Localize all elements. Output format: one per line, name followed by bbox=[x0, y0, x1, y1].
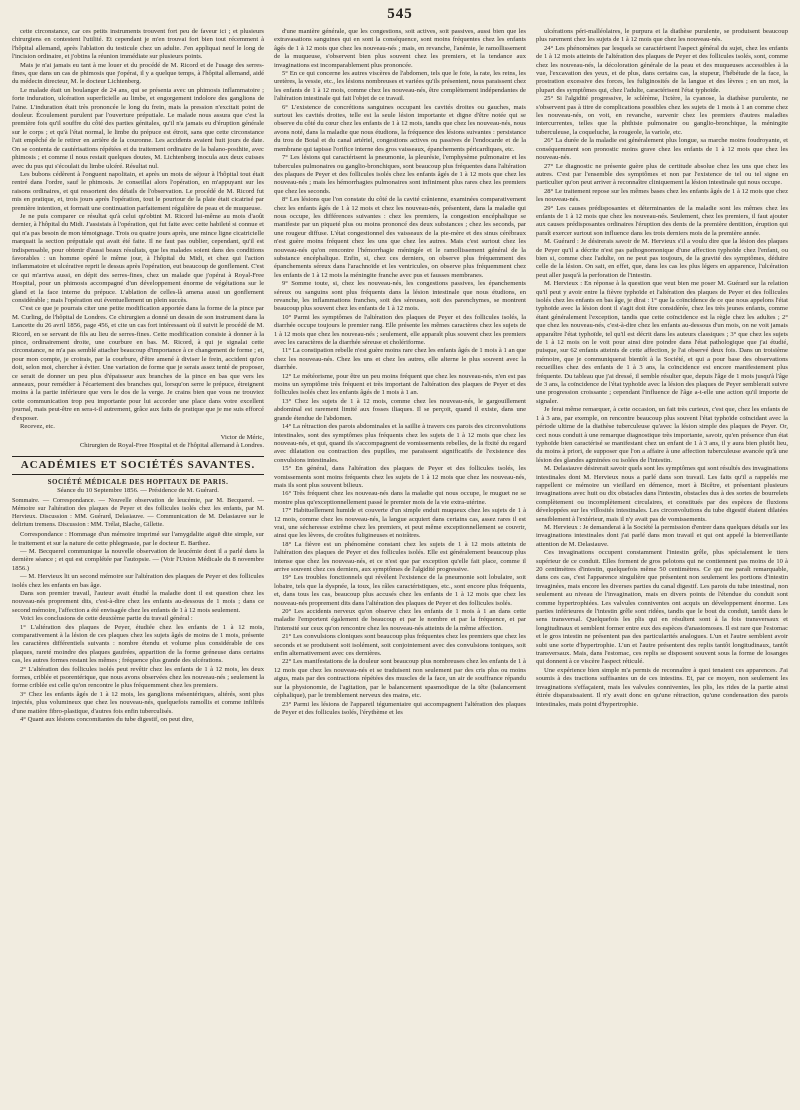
paragraph: 21° Les convulsions cloniques sont beaucoup plus fréquentes chez les premiers que chez les seconds et se produisent soit isolément, soit conjointement avec des convulsions toniques, soit enfin alternativement avec ces dernières. bbox=[274, 633, 526, 658]
paragraph: 3° Chez les enfants âgés de 1 à 12 mois, les ganglions mésentériques, altérés, sont plus injectés, plus volumineux que chez les nouveau-nés, quelquefois ramollis et comme infiltrés d'une matière fibro-plastique, d'autres fois enfin tuberculisés. bbox=[12, 690, 264, 715]
paragraph: 28° Le traitement repose sur les mêmes bases chez les enfants âgés de 1 à 12 mois que chez les nouveau-nés. bbox=[536, 187, 788, 204]
society-session: Séance du 10 Septembre 1856. — Présidence de M. Guérard. bbox=[57, 486, 219, 494]
paragraph: Correspondance : Hommage d'un mémoire imprimé sur l'amygdalite aiguë dite simple, sur le traitement et sur la nature de cette phlegmasie, par le docteur E. Barthez. bbox=[12, 531, 264, 547]
paragraph: 4° Quant aux lésions concomitantes du tube digestif, on peut dire, bbox=[20, 716, 194, 724]
paragraph: — M. Hervieux lit un second mémoire sur l'altération des plaques de Peyer et des follicules isolés chez les enfants en bas âge. bbox=[12, 573, 264, 589]
paragraph: 12° Le météorisme, pour être un peu moins fréquent que chez les nouveau-nés, n'en est pas moins un symptôme très fréquent et très important de l'altération des plaques de Peyer et des follicules isolés chez les enfants âgés de 1 mois à 1 an. bbox=[274, 372, 526, 397]
paragraph: 27° Le diagnostic ne présente guère plus de certitude absolue chez les uns que chez les autres. C'est par l'ensemble des symptômes et non par l'existence de tel ou tel signe en particulier qu'on peut arriver à reconnaître cliniquement la lésion intestinale qui nous occupe. bbox=[536, 162, 788, 187]
column-1-proceedings bbox=[12, 531, 264, 724]
paragraph: 13° Chez les sujets de 1 à 12 mois, comme chez les nouveau-nés, le gargouillement abdominal est rarement limité aux fosses iliaques. Il se perçoit, quand il existe, dans une grande étendue de l'abdomen. bbox=[274, 397, 526, 422]
paragraph: d'une manière générale, que les congestions, soit actives, soit passives, aussi bien que les extravasations sanguines qui en sont la conséquence, sont moins fréquentes chez les enfants âgés de 1 à 12 mois que chez les nouveau-nés ; mais, en revanche, l'anémie, le ramollissement de la muqueuse, s'observent bien plus souvent chez les premiers, et la tendance aux invaginations est incomparablement plus prononcée. bbox=[274, 28, 526, 69]
column-1-body bbox=[12, 28, 264, 432]
paragraph: Les bubons cédèrent à l'onguent napolitain, et après un mois de séjour à l'hôpital tout était rentré dans l'ordre, sauf le phimosis. Je conseillai alors l'opération, en m'appuyant sur les raisons ordinaires, et qui ressortent des détails de l'observation. Le procédé de M. Ricord fut mis en pratique, et, trois jours après l'opération, tout le pourtour de la plaie était cicatrisé par première intention, et formait une continuation parfaitement régulière de peau et de muqueuse. bbox=[12, 170, 264, 212]
paragraph: M. Guérard : Je désirerais savoir de M. Hervieux s'il a voulu dire que la lésion des plaques de Peyer qu'il a décrite n'est pas pathognomonique d'une affection typhoïde chez l'enfant, ou bien si, comme chez l'adulte, on ne peut pas toujours, de la gravité des symptômes, déduire celle de la lésion. On sait, en effet, que, dans les cas les plus légers en apparence, l'ulcération peut aller jusqu'à la perforation de l'intestin. bbox=[536, 238, 788, 279]
paragraph: 20° Les accidents nerveux qu'on observe chez les enfants de 1 mois à 1 an dans cette maladie l'emportent également de beaucoup et par le nombre et par la fréquence, et par l'intensité sur ceux qu'on rencontre chez les nouveau-nés atteints de la même affection. bbox=[274, 608, 526, 632]
paragraph: Ces invaginations occupent constamment l'intestin grêle, plus spécialement le tiers supérieur de ce conduit. Elles forment de gros pelotons qui ne contiennent pas moins de 10 à 20 centimètres d'intestin, quelquefois même 50 centimètres. Ce qui me paraît remarquable, dans ces cas, c'est l'apparence singulière que présentent non seulement les portions d'intestin invaginées, mais encore les diverses parties du canal digestif. Les parois du tube intestinal, non seulement au niveau de l'invagination, mais en divers points de l'étendue du conduit sont comme hypertrophiées. Les valvules conniventes ont acquis un développement énorme. Les parties inférieures de l'intestin grêle sont ridées, tandis que le bout du conduit, tantôt dans le sens transversal. Quelquefois les plis qui en résultent sont à la fois transversaux et longitudinaux et semblent former entre eux des espèces d'anastomoses. Il est rare que l'estomac et le gros intestin ne présentent pas des particularités analogues. L'un et l'autre semblent avoir subi une sorte d'hypertrophie. L'un et l'autre présentent des replis tantôt longitudinaux, tantôt transversaux. Mais, dans l'estomac, ces replis se disposent souvent sous la forme de losanges qui donnent à ce viscère l'aspect réticulé. bbox=[536, 549, 788, 666]
signature-name: Victor de Méric, bbox=[220, 433, 264, 441]
paragraph: 10° Parmi les symptômes de l'altération des plaques de Peyer et des follicules isolés, la diarrhée occupe toujours le premier rang. Elle présente les mêmes caractères chez les sujets de 1 à 12 mois que chez les nouveau-nés ; seulement, elle apparaît plus souvent chez les premiers avec les caractères de la diarrhée séreuse et cholériforme. bbox=[274, 313, 526, 347]
paragraph: Mais je n'ai jamais eu tant à me louer et du procédé de M. Ricord et de l'usage des serres-fines, que dans un cas de phimosis que j'opérai, il y a quelque temps, à l'hôpital allemand, aidé du médecin directeur, M. le docteur Lichtenberg. bbox=[12, 61, 264, 86]
paragraph: 5° En ce qui concerne les autres viscères de l'abdomen, tels que le foie, la rate, les reins, les uretères, la vessie, etc., les lésions nombreuses et variées qu'ils présentent, nous paraissent chez les enfants de 1 à 12 mois, comme chez les nouveau-nés, être complètement indépendantes de l'altération intestinale qui fait l'objet de ce travail. bbox=[274, 70, 526, 103]
paragraph: 23° Parmi les lésions de l'appareil tégumentaire qui accompagnent l'altération des plaques de Peyer et des follicules isolés, l'érythème et les bbox=[274, 700, 526, 716]
paragraph: — M. Becquerel communique la nouvelle observation de leucémie dont il a parlé dans la dernière séance ; et qui est complétée par l'autopsie. — (Voir l'Union Médicale du 8 novembre 1856.) bbox=[12, 547, 264, 572]
paragraph: 25° Si l'algidité progressive, le sclérème, l'ictère, la cyanose, la diathèse purulente, ne s'observent pas à titre de complications possibles chez les sujets de 1 mois à 1 an comme chez les nouveau-nés, on voit, en revanche, survenir chez les premiers d'autres maladies intercurrentes, telles que la phthisie pulmonaire ou ganglio-bronchique, la méningite tuberculeuse, la coqueluche, la rougeole, la variole, etc. bbox=[536, 95, 788, 136]
paragraph: 8° Les lésions que l'on constate du côté de la cavité crânienne, examinées comparativement chez les enfants âgés de 1 à 12 mois et chez les nouveau-nés, présentent, dans la maladie qui nous occupe, les différences suivantes : chez les premiers, la congestion encéphalique se manifeste par un piqueté plus ou moins prononcé des deux substances ; chez les seconds, par une rougeur diffuse. L'état congestionnel des vaisseaux de la pie-mère et des sinus cérébraux n'est guère moins fréquent chez les uns que chez les autres. Mais c'est surtout chez les nouveau-nés qu'on rencontre l'hémorrhagie méningée et le ramollissement général de la substance encéphalique. Enfin, si, chez ces derniers, on observe plus fréquemment des épanchements séreux dans l'arachnoïde et les ventricules, on observe plus fréquemment chez les enfants de 1 à 12 mois la méningite franche avec pus et fausses membranes. bbox=[274, 196, 526, 279]
paragraph: 15° En général, dans l'altération des plaques de Peyer et des follicules isolés, les vomissements sont moins fréquents chez les sujets de 1 à 12 mois que chez les nouveau-nés, mais ils sont plus souvent bilieux. bbox=[274, 465, 526, 489]
paragraph: 22° Les manifestations de la douleur sont beaucoup plus nombreuses chez les enfants de 1 à 12 mois que chez les nouveau-nés et se traduisent non seulement par des cris plus ou moins aigus, mais par des contractions répétées des muscles de la face, un air de souffrance répandu sur la physionomie, de l'agitation, par le balancement spasmodique de la tête (balancement céphalique), par le tremblement nerveux des mains, etc. bbox=[274, 658, 526, 700]
paragraph: 17° Habituellement humide et couverte d'un simple enduit muqueux chez les sujets de 1 à 12 mois, comme chez les nouveau-nés, la langue acquiert dans certains cas, assez rares il est vrai, une sécheresse extrême chez les premiers, et peut même exceptionnellement se couvrir, ainsi que les lèvres, de croûtes fuligineuses et noirâtres. bbox=[274, 507, 526, 540]
section-heading: ACADÉMIES ET SOCIÉTÉS SAVANTES. bbox=[12, 456, 264, 475]
paragraph: 19° Les troubles fonctionnels qui révèlent l'existence de la pneumonie soit lobulaire, soit lobaire, tels que la dyspnée, la toux, les râles caractéristiques, etc., sont encore plus fréquents, et, dans tous les cas, beaucoup plus accusés chez les enfants de 1 à 12 mois que chez les nouveau-nés proprement dits dans l'altération des plaques de Peyer et des follicules isolés. bbox=[274, 574, 526, 607]
paragraph: M. Hervieux : Je demanderai à la Société la permission d'entrer dans quelques détails sur les invaginations intestinales dont j'ai parlé dans mon travail et qui ont appelé la bienveillante attention de M. Delasiauve. bbox=[536, 523, 788, 548]
column-1 bbox=[12, 28, 264, 1104]
paragraph: ulcérations péri-malléolaires, le purpura et la diathèse purulente, se produisent beaucoup plus rarement chez les sujets de 1 à 12 mois que chez les nouveau-nés. bbox=[536, 28, 788, 44]
paragraph: 26° La durée de la maladie est généralement plus longue, sa marche moins foudroyante, et conséquemment son pronostic moins grave chez les enfants de 1 à 12 mois que chez les nouveau-nés. bbox=[536, 137, 788, 162]
column-3 bbox=[536, 28, 788, 1104]
paragraph: 14° La rétraction des parois abdominales et la saillie à travers ces parois des circonvolutions intestinales, sont des symptômes plus fréquents chez les sujets de 1 à 12 mois que chez les nouveau-nés, et qui, quand ils s'accompagnent de vomissements rebelles, de la fixité du regard avec dilatation ou contraction des pupilles, me paraissent significatifs de l'existence des convulsions intestinales. bbox=[274, 423, 526, 464]
session-summary: Sommaire. — Correspondance. — Nouvelle observation de leucémie, par M. Becquerel. — Mémoire sur l'altération des plaques de Peyer et des follicules isolés chez les enfants, par M. Hervieux. Discussion : MM. Guérard, Delasiauve. — Communication de M. Delasiauve sur le delirium tremens. Discussion : MM. Trélat, Blache, Gillette. bbox=[12, 497, 264, 529]
paragraph: 29° Les causes prédisposantes et déterminantes de la maladie sont les mêmes chez les enfants de 1 à 12 mois que chez les nouveau-nés. Seulement, chez les premiers, il faut ajouter aux causes prédisposantes ordinaires l'éruption des dents de la première dentition, éruption qui paraît exercer surtout son influence dans les trois derniers mois de la première année. bbox=[536, 204, 788, 237]
paragraph: M. Hervieux : En réponse à la question que veut bien me poser M. Guérard sur la relation qu'il peut y avoir entre la fièvre typhoïde et l'altération des plaques de Peyer et des follicules isolés chez les enfants en bas âge, je dirai : 1° que la coïncidence de ce que nous appelons l'état typhoïde avec la lésion dont il s'agit doit être considérée, chez les très jeunes enfants, comme étant généralement l'exception, tandis que cette coïncidence est la règle chez les adultes ; 2° que chez les nouveau-nés, c'est-à-dire chez les enfants au-dessous d'un mois, on ne voit jamais apparaître l'état typhoïde, tel qu'il est décrit dans les auteurs classiques ; 3° que chez les sujets de 1 à 12 mois on le voit pour ainsi dire poindre dans l'état pathologique que j'ai étudié, puisque, sur 62 enfants atteints de cette affection, je l'ai observé deux fois. Dans un troisième mémoire, que je communiquerai bientôt à la Société, et qui a pour base des observations recueillies chez des enfants de 1 à 3 ans, la coïncidence est encore manifestement plus fréquente. Du tableau que j'ai dressé, il semble résulter que, depuis l'âge de 1 mois jusqu'à l'âge de 3 ans, la coïncidence de l'état typhoïde avec la lésion des plaques de Peyer semblerait suivre une progression croissante ; cependant l'influence de l'âge a-t-elle une action qu'il importe de signaler. bbox=[536, 280, 788, 405]
paragraph: 2° L'altération des follicules isolés peut revêtir chez les enfants de 1 à 12 mois, les deux formes, criblée et psorentérique, que nous avons observées chez les nouveau-nés ; seulement la forme criblée est celle qu'on rencontre le plus fréquemment chez les premiers. bbox=[12, 665, 264, 690]
paragraph: 24° Les phénomènes par lesquels se caractérisent l'aspect général du sujet, chez les enfants de 1 à 12 mois atteints de l'altération des plaques de Peyer et des follicules isolés, sont, comme chez les nouveau-nés, la décoloration générale de la peau et des muqueuses accessibles à la vue, l'excavation des yeux, et de plus, dans certains cas, la stupeur, l'hébétude de la face, la prostration excessive des forces, les fuliginosités de la langue et des lèvres ; en un mot, la plupart des symptômes qui, chez l'adulte, caractérisent l'état typhoïde. bbox=[536, 44, 788, 94]
page-number: 545 bbox=[387, 6, 413, 22]
column-2 bbox=[274, 28, 526, 1104]
paragraph: Le malade était un boulanger de 24 ans, qui se présenta avec un phimosis inflammatoire ; forte induration, ulcération superficielle au limbe, et engorgement indolore des ganglions de l'aine. L'induration était très prononcée le long du frein, mais la pression n'excitait point de douleur. Écoulement purulent par l'ouverture préputiale. Le malade nous assura que c'est la première fois qu'il souffre du côté des parties génitales, qu'il n'a jamais eu d'éruption générale sur le corps ; et qu'à l'état normal, le limbe du prépuce est étroit, sans que cette circonstance l'ait empêché de le retirer en arrière de la couronne. Les accidents avaient huit jours de date. On se contenta de cautérisations répétées et du traitement ordinaire de la balano-posthite, avec phimosis ; et comme il nous restait quelques doutes, M. Lichtenberg inocula aux deux cuisses avec du pus qui s'écoulait du limbe ulcéré. Résultat nul. bbox=[12, 86, 264, 170]
paragraph: M. Delasiauve désirerait savoir quels sont les symptômes qui sont résultés des invaginations intestinales dont M. Hervieux nous a parlé dans son travail. Les faits qu'il a rappelés me rappellent ce mémoire un vieillard en démence, mort à Bicêtre, et présentant plusieurs invaginations avec huit ou dix obstacles dans l'intestin, obstacles dus à des sortes de bourrelets complètement ou incomplètement circulaires, et constitués par des espèces de fluxions développées sur les villosités intestinales. Les circonvolutions du tube digestif étaient dilatées sensiblement à l'extérieur, mais il n'y avait pas de vomissements. bbox=[536, 465, 788, 523]
paragraph: 7° Les lésions qui caractérisent la pneumonie, la pleurésie, l'emphysème pulmonaire et les tubercules pulmonaires ou ganglio-bronchiques, sont beaucoup plus fréquentes dans l'altération des plaques de Peyer et des follicules isolés chez les enfants âgés de 1 à 12 mois que chez les nouveau-nés ; mais les hémorrhagies pulmonaires sont infiniment plus rares chez les premiers que chez les seconds. bbox=[274, 154, 526, 195]
signature bbox=[12, 434, 264, 451]
paragraph: 6° L'existence de concrétions sanguines occupant les cavités droites ou gauches, mais surtout les cavités droites, telle est la seule lésion importante et digne d'être notée qui se observe du côté du cœur chez les enfants de 1 à 12 mois, tandis que chez les nouveau-nés, nous avons noté, dans la maladie que nous étudions, la fréquence des lésions suivantes : persistance du trou de Botal et du canal artériel, congestions actives ou passives de l'endocarde et de la membrane qui tapisse l'orifice interne des gros vaisseaux, épanchements péricardiques, etc. bbox=[274, 103, 526, 153]
paragraph: Je ne puis comparer ce résultat qu'à celui qu'obtint M. Ricord lui-même au mois d'août dernier, à l'hôpital du Midi. J'assistais à l'opération, qui fut faite avec cette habileté si connue et qui n'a pas besoin de mon témoignage. Trois ou quatre jours après, une mince ligne cicatricielle marquait la section préputiale qui avait été faite. Il ne faut pas oublier, cependant, qu'il est indispensable, pour obtenir d'aussi beaux résultats, que les malades soient dans des conditions favorables : un homme opéré le même jour, à l'hôpital du Midi, et chez qui l'action inflammatoire et ulcérative reprit le dessus après l'opération, eut beaucoup de gonflement. C'est ce qui m'arriva aussi, en dépit des serres-fines, chez un malade que j'opérai à Royal-Free Hospital, pour un phimosis accompagné d'un développement énorme de végétations sur le gland et la face interne du prépuce. L'ablation de celles-là amena aussi un gonflement considérable ; mais l'opération eut éventuellement un plein succès. bbox=[12, 212, 264, 304]
paragraph: Une expérience bien simple m'a permis de reconnaître à quoi tenaient ces apparences. J'ai soumis à des tractions suffisantes un de ces intestins. Et, par ce moyen, non seulement les invaginations s'effaçaient, mais les valvules conniventes, les plis, les rides de la partie ainsi étirée disparaissaient. Il n'y avait donc en qu'une rétraction, qu'une condensation des parois intestinales, mais point d'hypertrophie. bbox=[536, 666, 788, 708]
paragraph: Recevez, etc. bbox=[20, 423, 55, 431]
paragraph: Dans son premier travail, l'auteur avait étudié la maladie dont il est question chez les nouveau-nés proprement dits, c'est-à-dire chez les enfants au-dessous de 1 mois ; dans ce second mémoire, l'affection a été envisagée chez les enfants de 1 à 12 mois seulement. bbox=[12, 589, 264, 614]
paragraph: cette circonstance, car ces petits instruments trouvent fort peu de faveur ici ; et plusieurs chirurgiens en contestent l'utilité. Et cependant je m'en trouvai fort bien tout récemment à l'hôpital allemand, après l'ablation du testicule chez un adulte. J'en appliquai neuf le long de l'incision ordinaire, et j'obtins la réunion immédiate sur plusieurs points. bbox=[12, 28, 264, 61]
paragraph: 1° L'altération des plaques de Peyer, étudiée chez les enfants de 1 à 12 mois, comparativement à la lésion de ces plaques chez les sujets âgés de moins de 1 mois, présente les caractères différentiels suivants : nombre étendu et volume plus considérable de ces plaques, rareté moindre des plaques gaufrées, apparition de la forme gréneuse dans certains cas, les autres formes restant les mêmes ; fréquence plus grande des ulcérations. bbox=[12, 623, 264, 665]
paragraph: 16° Très fréquent chez les nouveau-nés dans la maladie qui nous occupe, le muguet ne se montre plus qu'exceptionnellement passé le premier mois de la vie extra-utérine. bbox=[274, 490, 526, 506]
paragraph: Voici les conclusions de cette deuxième partie du travail général : bbox=[20, 615, 193, 623]
paragraph: 9° Somme toute, si, chez les nouveau-nés, les congestions passives, les épanchements séreux ou sanguins sont plus fréquents dans la lésion intestinale que nous étudions, en revanche, les inflammations franches, soit des séreuses, soit des parenchymes, se montrent beaucoup plus souvent chez les enfants de 1 à 12 mois. bbox=[274, 280, 526, 313]
paragraph: Je ferai même remarquer, à cette occasion, un fait très curieux, c'est que, chez les enfants de 1 à 3 ans, par exemple, on rencontre beaucoup plus souvent l'état typhoïde coïncidant avec la période ultime de la diathèse tuberculeuse qu'avec la lésion simple des plaques de Peyer. Or, ceci nous conduit à une remarque diagnostique très importante, savoir, qu'en présence d'un état typhoïde bien caractérisé se manifestant chez un enfant de 1 à 3 ans, il y aura bien plutôt lieu, du moins à priori, de supposer que l'on a affaire à une affection tuberculeuse avancée qu'à une lésion des glandes agminées ou isolées de l'intestin. bbox=[536, 406, 788, 464]
paragraph: 18° La fièvre est un phénomène constant chez les sujets de 1 à 12 mois atteints de l'altération des plaques de Peyer et des follicules isolés. Elle est généralement beaucoup plus intense que chez les nouveau-nés, et ce n'est que par exception qu'elle fait place, comme il arrive souvent chez ces derniers, aux symptômes de l'algidité progressive. bbox=[274, 540, 526, 573]
paragraph: 11° La constipation rebelle n'est guère moins rare chez les enfants âgés de 1 mois à 1 an que chez les nouveau-nés. Chez les uns et chez les autres, elle alterne le plus souvent avec la diarrhée. bbox=[274, 347, 526, 372]
text-columns bbox=[12, 28, 788, 1104]
paragraph: C'est ce que je pourrais citer une petite modification apportée dans la forme de la pince par M. Curling, de l'hôpital de Londres. Ce chirurgien a donné un dessin de son instrument dans la Lancette du 26 avril 1856, page 456, et cite un cas fort intéressant où il suivit le procédé de M. Ricord, en se servant de fils au lieu de serres-fines. Cette modification consiste à donner à la pince, ordinairement droite, une courbure en bas. M. Ricord, à qui je signalai cette circonstance, ne m'a pas semblé attacher beaucoup d'importance à ce changement de forme ; et, pour mon compte, je croirais, par la courbure, d'être amené à diviser le frein, accident qu'on doit, selon moi, chercher à éviter. Une variation de forme que je serais assez tenté de proposer, ce serait de donner un peu plus d'épaisseur aux branches de la pince en bas que vers les anneaux, pour remédier à l'écartement des branches qui, lorsqu'on serre le prépuce, étreignent moins à la partie inférieure que vers le dos de la verge. Je crains bien que vous ne trouviez cette communication trop peu importante pour lui accorder une place dans votre excellent journal, mais peut-être en sera-t-il autrement, grâce aux faits de pratique que je me suis efforcé d'exposer. bbox=[12, 305, 264, 422]
society-title: SOCIÉTÉ MÉDICALE DES HOPITAUX DE PARIS. bbox=[47, 478, 229, 487]
signature-affiliation: Chirurgien de Royal-Free Hospital et de l'hôpital allemand à Londres. bbox=[79, 441, 264, 449]
